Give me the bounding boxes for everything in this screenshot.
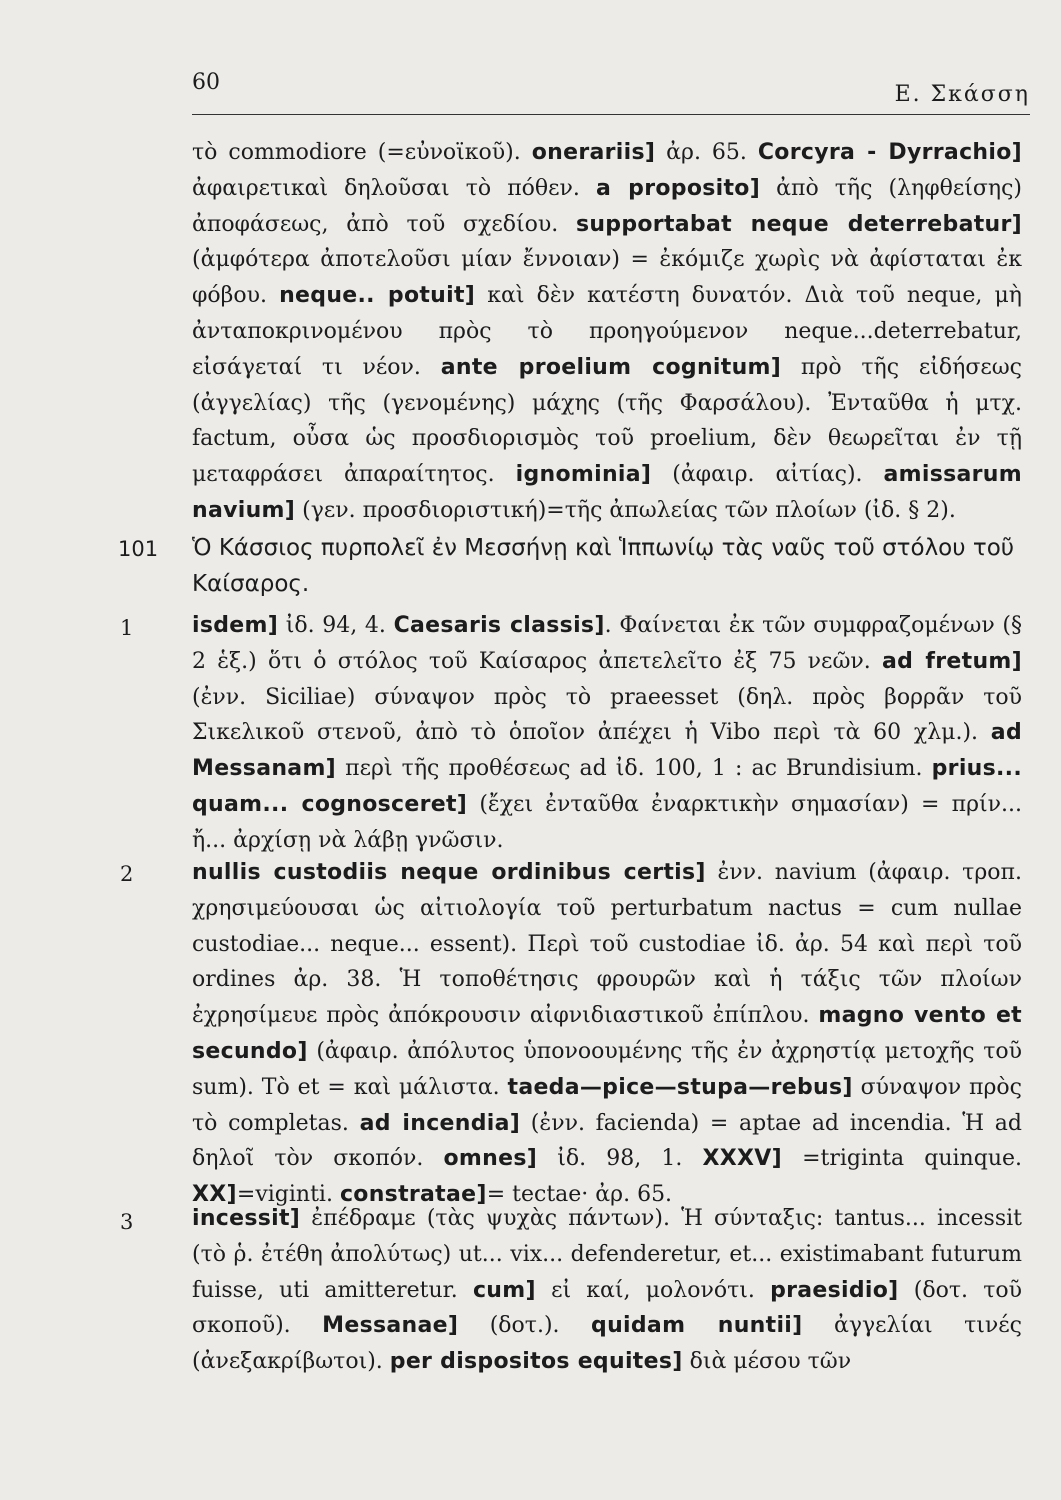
lemma: ad Messanam] bbox=[192, 720, 1022, 782]
lemma: supportabat neque deterrebatur] bbox=[575, 211, 1023, 237]
commentary-text: καὶ δὲν κατέστη δυνατόν. Διὰ τοῦ neque, μὴ ἀνταποκρινομένου πρὸς τὸ προηγούμενον neque...deterrebatur, εἰσάγεταί τι νέον. bbox=[192, 283, 1022, 380]
commentary-text: ἰδ. 98, 1. bbox=[537, 1146, 703, 1172]
lemma: a proposito] bbox=[595, 175, 761, 201]
lemma: incessit] bbox=[192, 1206, 301, 1231]
intro-commentary bbox=[192, 135, 1022, 529]
commentary-text: περὶ τῆς προθέσεως ad ἰδ. 100, 1 : ac Brundisium. bbox=[336, 756, 932, 782]
lemma: nullis custodiis neque ordinibus certis] bbox=[192, 860, 706, 885]
lemma: cum] bbox=[472, 1277, 536, 1303]
paragraph-number-2: 2 bbox=[120, 862, 134, 886]
lemma: ad incendia] bbox=[359, 1110, 521, 1136]
lemma: Caesaris classis] bbox=[393, 613, 605, 638]
paragraph-1 bbox=[192, 608, 1022, 859]
commentary-text: πρὸ τῆς εἰδήσεως (ἀγγελίας) τῆς (γενομένης) μάχης (τῆς Φαρσάλου). Ἐνταῦθα ἡ μτχ. factum, οὖσα ὡς προσδιορισμὸς τοῦ proelium, δὲν θεωρεῖται ἐν τῇ μεταφράσει ἀπαραίτητος. bbox=[192, 354, 1022, 488]
lemma: magno vento et secundo] bbox=[192, 1003, 1022, 1064]
commentary-text: (ἔχει ἐνταῦθα ἐναρκτικὴν σημασίαν) = πρίν... ἤ... ἀρχίσῃ νὰ λάβῃ γνῶσιν. bbox=[192, 791, 1022, 853]
lemma: onerariis] bbox=[531, 140, 656, 165]
lemma: amissarum navium] bbox=[192, 462, 1022, 523]
paragraph-2 bbox=[192, 855, 1022, 1213]
commentary-text: τὸ commodiore (=εὐνοϊκοῦ). bbox=[192, 140, 532, 165]
commentary-text: (δοτ. τοῦ σκοποῦ). bbox=[192, 1277, 1022, 1339]
commentary-text: =viginti. bbox=[236, 1182, 340, 1208]
commentary-text: ἐνν. navium (ἀφαιρ. τροπ. χρησιμεύουσαι ὡς αἰτιολογία τοῦ perturbatum nactus = cum nullae custodiae... neque... essent). Περὶ τοῦ custodiae ἰδ. ἀρ. 54 καὶ περὶ τοῦ ordines ἀρ. 38. Ἡ τοποθέτησις φρουρῶν καὶ ἡ τάξις τῶν πλοίων ἐχρησίμευε πρὸς ἀπόκρουσιν αἰφνιδιαστικοῦ ἐπίπλου. bbox=[192, 860, 1022, 1029]
intro-paragraph bbox=[192, 135, 1022, 529]
commentary-text: διὰ μέσου τῶν bbox=[682, 1349, 852, 1375]
lemma: omnes] bbox=[443, 1146, 538, 1172]
commentary-text: ἀρ. 65. bbox=[655, 140, 758, 165]
section-heading-block bbox=[192, 530, 1022, 602]
lemma: Corcyra - Dyrrachio] bbox=[757, 140, 1022, 165]
commentary-text: ἀφαιρετικαὶ δηλοῦσαι τὸ πόθεν. bbox=[192, 175, 596, 201]
lemma: neque.. potuit] bbox=[279, 283, 476, 309]
lemma: isdem] bbox=[192, 613, 279, 638]
paragraph-3 bbox=[192, 1201, 1022, 1380]
commentary-text: (ἐνν. Siciliae) σύναψον πρὸς τὸ praeesset (δηλ. πρὸς βορρᾶν τοῦ Σικελικοῦ στενοῦ, ἀπὸ τὸ ὁποῖον ἀπέχει ἡ Vibo περὶ τὰ 60 χλμ.). bbox=[192, 684, 1022, 746]
lemma: XX] bbox=[192, 1182, 237, 1208]
commentary-text: (ἀμφότερα ἀποτελοῦσι μίαν ἔννοιαν) = ἐκόμιζε χωρὶς νὰ ἀφίσταται ἐκ φόβου. bbox=[192, 247, 1022, 309]
section-heading: Ὁ Κάσσιος πυρπολεῖ ἐν Μεσσήνῃ καὶ Ἱππωνίῳ τὰς ναῦς τοῦ στόλου τοῦ Καίσαρος. bbox=[192, 535, 1015, 597]
commentary-text: =triginta quinque. bbox=[781, 1146, 1022, 1172]
commentary-text: = tectae· ἀρ. 65. bbox=[486, 1182, 673, 1208]
running-head: Ε. Σκάσση bbox=[894, 82, 1030, 107]
lemma: ad fretum] bbox=[882, 648, 1022, 674]
lemma: Messanae] bbox=[322, 1313, 459, 1339]
commentary-text: εἰ καί, μολονότι. bbox=[535, 1277, 771, 1303]
commentary-text: ἰδ. 94, 4. bbox=[278, 613, 394, 638]
paragraph-number-1: 1 bbox=[120, 616, 134, 640]
commentary-text: σύναψον πρὸς τὸ completas. bbox=[192, 1074, 1022, 1136]
paragraph-number-3: 3 bbox=[120, 1210, 134, 1234]
lemma: ante proelium cognitum] bbox=[440, 354, 782, 380]
paragraph-3-text bbox=[192, 1201, 1022, 1380]
commentary-text: (γεν. προσδιοριστική)=τῆς ἀπωλείας τῶν πλοίων (ἰδ. § 2). bbox=[295, 497, 956, 523]
commentary-text: (ἀφαιρ. αἰτίας). bbox=[651, 462, 884, 488]
lemma: ignominia] bbox=[515, 462, 652, 488]
lemma: per dispositos equites] bbox=[389, 1349, 683, 1375]
commentary-text: . Φαίνεται ἐκ τῶν συμφραζομένων (§ 2 ἑξ.) ὅτι ὁ στόλος τοῦ Καίσαρος ἀπετελεῖτο ἐξ 75 νεῶν. bbox=[192, 613, 1022, 674]
lemma: quidam nuntii] bbox=[591, 1313, 803, 1339]
section-number: 101 bbox=[118, 537, 159, 561]
page-number: 60 bbox=[192, 70, 220, 95]
lemma: XXXV] bbox=[702, 1146, 782, 1172]
commentary-text: (δοτ.). bbox=[458, 1313, 592, 1339]
lemma: praesidio] bbox=[770, 1277, 899, 1303]
commentary-text: (ἐνν. facienda) = aptae ad incendia. Ἡ ad δηλοῖ τὸν σκοπόν. bbox=[192, 1110, 1023, 1172]
paragraph-1-text bbox=[192, 608, 1022, 859]
lemma: taeda—pice—stupa—rebus] bbox=[507, 1074, 853, 1100]
commentary-text: (ἀφαιρ. ἀπόλυτος ὑπονοουμένης τῆς ἐν ἀχρηστίᾳ μετοχῆς τοῦ sum). Τὸ et = καὶ μάλιστα. bbox=[192, 1038, 1022, 1100]
commentary-text: ἀπὸ τῆς (ληφθείσης) ἀποφάσεως, ἀπὸ τοῦ σχεδίου. bbox=[192, 175, 1022, 237]
commentary-text: ἀγγελίαι τινές (ἀνεξακρίβωτοι). bbox=[192, 1313, 1022, 1375]
lemma: prius... quam... cognosceret] bbox=[192, 756, 1022, 817]
lemma: constratae] bbox=[339, 1182, 487, 1208]
commentary-text: ἐπέδραμε (τὰς ψυχὰς πάντων). Ἡ σύνταξις: tantus... incessit (τὸ ῥ. ἐτέθη ἀπολύτως) ut... vix... defenderetur, et... existimabant futurum fuisse, uti amitteretur. bbox=[192, 1206, 1022, 1303]
page-header bbox=[192, 70, 1030, 115]
paragraph-2-text bbox=[192, 855, 1022, 1213]
